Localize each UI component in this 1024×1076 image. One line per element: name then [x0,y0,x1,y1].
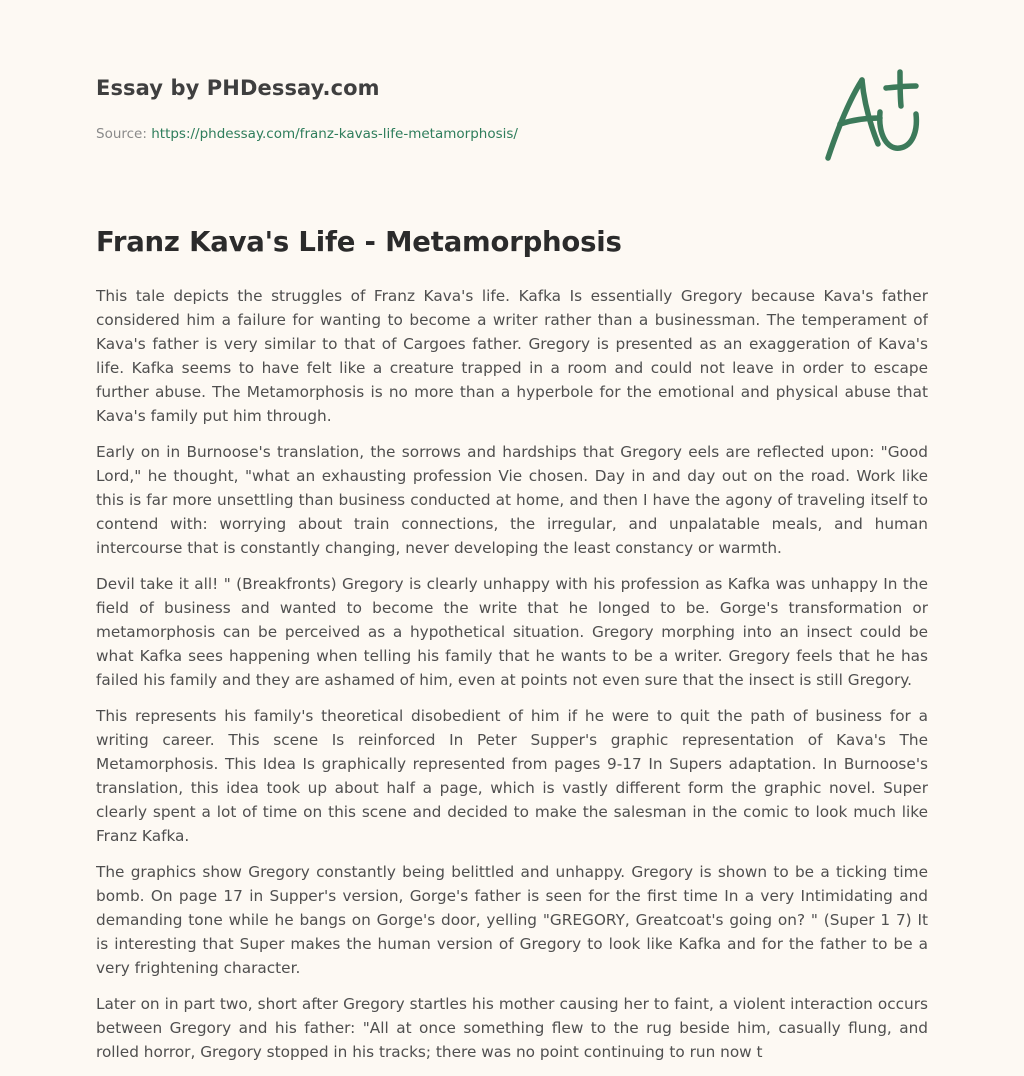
source-line [96,126,796,142]
essay-paragraph: This tale depicts the struggles of Franz Kava's life. Kafka Is essentially Gregory because Kava's father considered him a failure for wanting to become a writer rather than a businessman. The temperament of Kava's father is very similar to that of Cargoes father. Gregory is presented as an exaggeration of Kava's life. Kafka seems to have felt like a creature trapped in a room and could not leave in order to escape further abuse. The Metamorphosis is no more than a hyperbole for the emotional and physical abuse that Kava's family put him through. [96,287,928,425]
essay-title: Franz Kava's Life - Metamorphosis [96,226,622,258]
a-plus-grade-icon [818,62,928,166]
source-link[interactable]: https://phdessay.com/franz-kavas-life-metamorphosis/ [151,126,518,142]
brand-title: Essay by PHDessay.com [96,76,380,100]
essay-paragraph: This represents his family's theoretical disobedient of him if he were to quit the path of business for a writing career. This scene Is reinforced In Peter Supper's graphic representation of Kava's The Metamorphosis. This Idea Is graphically represented from pages 9-17 In Supers adaptation. In Burnoose's translation, this idea took up about half a page, which is vastly different form the graphic novel. Super clearly spent a lot of time on this scene and decided to make the salesman in the comic to look much like Franz Kafka. [96,707,928,845]
essay-paragraph: Early on in Burnoose's translation, the sorrows and hardships that Gregory eels are reflected upon: "Good Lord," he thought, "what an exhausting profession Vie chosen. Day in and day out on the road. Work like this is far more unsettling than business conducted at home, and then I have the agony of traveling itself to contend with: worrying about train connections, the irregular, and unpalatable meals, and human intercourse that is constantly changing, never developing the least constancy or warmth. [96,443,928,557]
essay-paragraph: Devil take it all! " (Breakfronts) Gregory is clearly unhappy with his profession as Kafka was unhappy In the field of business and wanted to become the write that he longed to be. Gorge's transformation or metamorphosis can be perceived as a hypothetical situation. Gregory morphing into an insect could be what Kafka sees happening when telling his family that he wants to be a writer. Gregory feels that he has failed his family and they are ashamed of him, even at points not even sure that the insect is still Gregory. [96,575,928,689]
source-label: Source: [96,126,152,142]
page-header [96,76,796,142]
essay-body [96,284,928,1070]
essay-paragraph: The graphics show Gregory constantly being belittled and unhappy. Gregory is shown to be a ticking time bomb. On page 17 in Supper's version, Gorge's father is seen for the first time In a very Intimidating and demanding tone while he bangs on Gorge's door, yelling "GREGORY, Greatcoat's going on? " (Super 1 7) It is interesting that Super makes the human version of Gregory to look like Kafka and for the father to be a very frightening character. [96,863,928,977]
essay-paragraph: Later on in part two, short after Gregory startles his mother causing her to faint, a violent interaction occurs between Gregory and his father: "All at once something flew to the rug beside him, casually flung, and rolled horror, Gregory stopped in his tracks; there was no point continuing to run now t [96,995,928,1061]
